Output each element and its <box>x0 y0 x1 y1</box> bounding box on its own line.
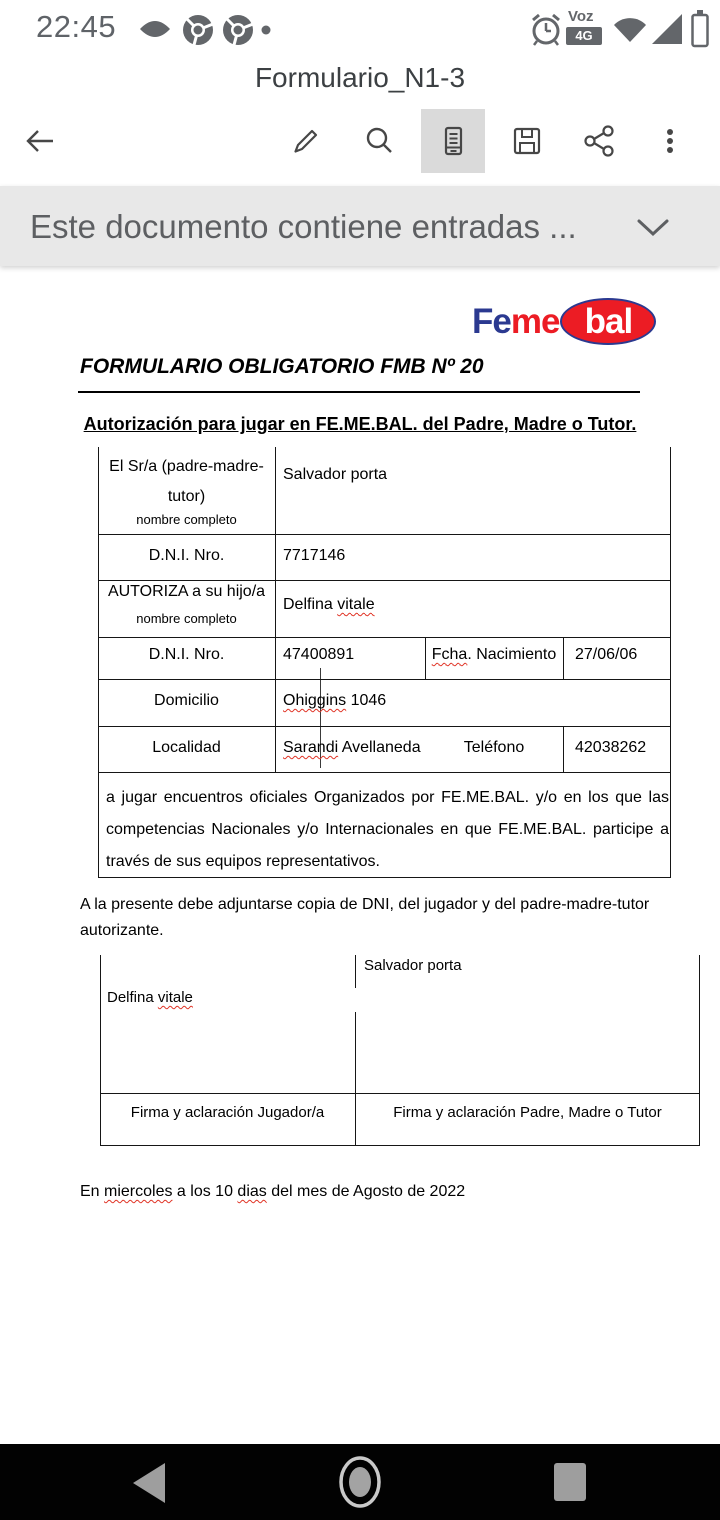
label-dni-padre: D.N.I. Nro. <box>148 547 225 564</box>
field-telefono[interactable]: 42038262 <box>575 739 647 756</box>
chrome-icon <box>181 13 215 47</box>
table-border <box>98 772 671 773</box>
clock-text: 22:45 <box>36 9 117 44</box>
field-localidad[interactable]: Sarandi Avellaneda <box>283 739 421 756</box>
signature-padre-name[interactable]: Salvador porta <box>364 957 462 974</box>
label-dni-hijo: D.N.I. Nro. <box>148 646 225 663</box>
banner-message: Este documento contiene entradas ... <box>30 208 577 245</box>
field-nombre-padre[interactable]: Salvador porta <box>283 466 388 483</box>
label-domicilio: Domicilio <box>154 692 219 709</box>
back-button[interactable] <box>22 123 58 159</box>
overflow-menu-button[interactable] <box>652 123 688 159</box>
nav-recents-button[interactable] <box>554 1463 586 1501</box>
signature-border <box>355 955 356 988</box>
nav-back-button[interactable] <box>133 1463 165 1503</box>
android-nav-bar <box>0 1444 720 1520</box>
sublabel-nombre-completo: nombre completo <box>136 512 237 527</box>
table-border <box>98 580 671 581</box>
logo-text-me: me <box>510 302 560 341</box>
heading-rule <box>78 391 640 393</box>
logo-oval: bal <box>560 298 656 345</box>
form-entries-banner[interactable] <box>0 186 720 266</box>
table-border <box>98 534 671 535</box>
carrier-label: Voz <box>568 8 594 25</box>
label-telefono: Teléfono <box>463 739 525 756</box>
field-dni-padre[interactable]: 7717146 <box>283 547 346 564</box>
signature-border <box>100 1145 700 1146</box>
nav-home-button[interactable] <box>338 1455 382 1509</box>
table-border <box>563 726 564 772</box>
notification-dot-icon <box>261 25 271 35</box>
search-button[interactable] <box>361 123 397 159</box>
chevron-down-icon[interactable] <box>636 218 670 238</box>
signature-border <box>355 1012 356 1145</box>
save-button[interactable] <box>509 123 545 159</box>
form-heading: FORMULARIO OBLIGATORIO FMB Nº 20 <box>80 355 484 378</box>
share-button[interactable] <box>581 123 617 159</box>
label-fecha-nacimiento: Fcha. Nacimiento <box>431 646 557 663</box>
eye-icon <box>138 17 172 41</box>
signature-jugador-name[interactable]: Delfina vitale <box>107 989 193 1006</box>
table-border <box>98 679 671 680</box>
table-border <box>670 447 671 877</box>
attachment-note: A la presente debe adjuntarse copia de DNI, del jugador y del padre-madre-tutor autorizante. <box>80 896 650 939</box>
label-autoriza: AUTORIZA a su hijo/a <box>107 583 266 600</box>
form-subtitle: Autorización para jugar en FE.ME.BAL. del Padre, Madre o Tutor. <box>83 414 637 434</box>
table-border <box>275 447 276 772</box>
table-border <box>563 637 564 679</box>
table-border <box>98 726 671 727</box>
form-fields-view-button[interactable] <box>435 123 471 159</box>
alarm-icon <box>528 11 564 49</box>
sublabel-nombre-completo: nombre completo <box>136 611 237 626</box>
signature-border <box>100 1093 700 1094</box>
field-dni-hijo[interactable]: 47400891 <box>283 646 355 663</box>
chrome-icon-2 <box>221 13 255 47</box>
field-nombre-hijo[interactable]: Delfina vitale <box>283 596 375 613</box>
signal-icon <box>652 14 682 44</box>
femebal-logo <box>472 298 656 345</box>
caption-firma-jugador: Firma y aclaración Jugador/a <box>130 1104 325 1121</box>
field-domicilio[interactable]: Ohiggins 1046 <box>283 692 387 709</box>
edit-pencil-button[interactable] <box>288 123 324 159</box>
closing-date-line: En miercoles a los 10 dias del mes de Agosto de 2022 <box>80 1183 466 1200</box>
logo-text-fe: Fe <box>472 302 511 341</box>
table-border <box>98 637 671 638</box>
field-fecha-nacimiento[interactable]: 27/06/06 <box>575 646 638 663</box>
wifi-icon <box>612 15 648 43</box>
battery-icon <box>690 10 710 48</box>
label-padre-madre-tutor: El Sr/a (padre-madre-tutor) <box>109 458 264 505</box>
label-localidad: Localidad <box>152 739 221 756</box>
document-title: Formulario_N1-3 <box>254 62 466 93</box>
authorization-paragraph: a jugar encuentros oficiales Organizados por FE.ME.BAL. y/o en los que las competencias Nacionales y/o Internacionales en que FE.ME.BAL. participe a través de sus equipos representativos. <box>106 789 669 870</box>
caption-firma-padre: Firma y aclaración Padre, Madre o Tutor <box>393 1104 662 1121</box>
network-4g-badge: 4G <box>566 27 602 45</box>
status-bar <box>0 0 720 56</box>
